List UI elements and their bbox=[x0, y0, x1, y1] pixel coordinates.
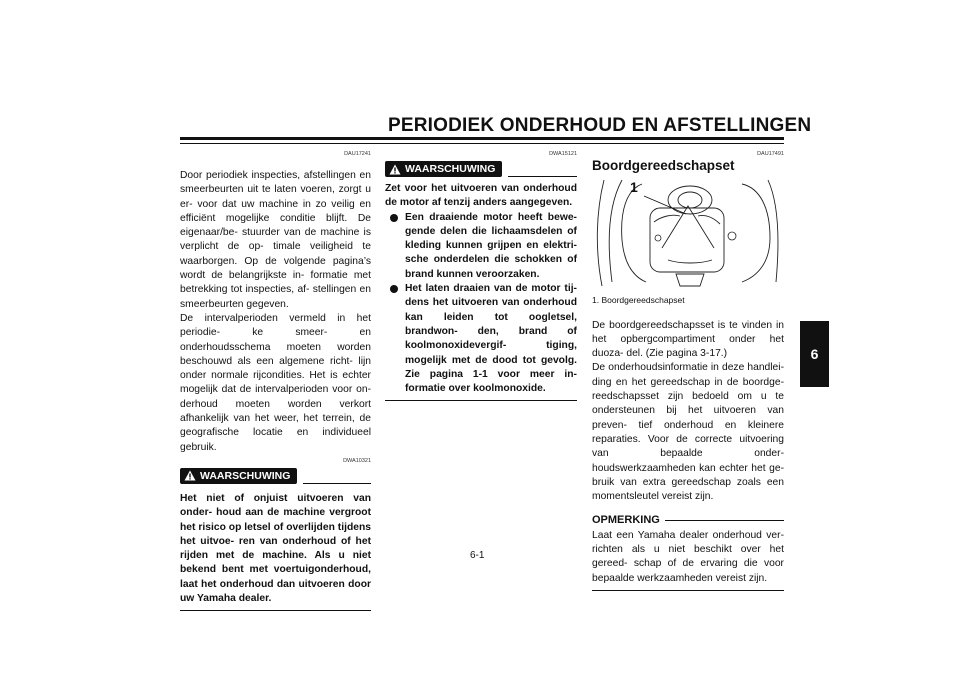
column-3 bbox=[592, 150, 784, 591]
warning-triangle-icon bbox=[389, 164, 401, 175]
section-code: DAU17491 bbox=[757, 151, 784, 157]
warning-header bbox=[385, 160, 577, 178]
purpose-paragraph: De onderhoudsinformatie in deze handlei- ding en het gereedschap in de boordge- reedschapsset zijn bedoeld om u te ondersteunen bij het uitvoeren van preven- tief onderhoud en kleinere reparaties. Voor de correcte uitvoering van bepaalde onder- houdswerkzaamheden kan echter het ge- bruik van extra gereedschap zoals een momentsleutel vereist zijn. bbox=[592, 362, 784, 503]
note-text: Laat een Yamaha dealer onderhoud ver- richten als u niet beschikt over het gereed- schap of de ervaring die voor bepaalde werkzaamheden vereist zijn. bbox=[592, 529, 784, 584]
warning-label: WAARSCHUWING bbox=[200, 469, 291, 482]
intro-paragraph: Door periodiek inspecties, afstellingen en smeerbeurten uit te laten voeren, zorgt u er- voor dat uw machine in zo veilig en efficiënt mogelijke conditie blijft. De eigenaar/be- stuurder van de machine is verplicht de op- timale veiligheid te waarborgen. Op de volgende pagina’s wordt de belangrijkste in- formatie met betrekking tot inspecties, af- stellingen en smeerbeurten gegeven. bbox=[180, 170, 371, 310]
note-end-rule bbox=[592, 590, 784, 591]
location-paragraph: De boordgereedschapsset is te vinden in het opbergcompartiment onder het duoza- del. (Zie pagina 3-17.) bbox=[592, 319, 784, 360]
warning-text: Het niet of onjuist uitvoeren van onder- houd aan de machine vergroot het risico op letsel of overlijden tijdens het uitvoe- ren van onderhoud of het rijden met de machine. Als u niet bekend bent met voertuigonderhoud, laat het onderhoud dan uitvoeren door uw Yamaha dealer. bbox=[180, 492, 371, 605]
warning-label: WAARSCHUWING bbox=[405, 162, 496, 175]
note-header bbox=[592, 513, 784, 527]
chapter-tab: 6 bbox=[800, 321, 829, 387]
figure-caption: 1. Boordgereedschapset bbox=[592, 295, 685, 306]
section-code: DAU17241 bbox=[344, 151, 371, 157]
warning-triangle-icon bbox=[184, 470, 196, 481]
bullet-icon bbox=[390, 214, 398, 222]
list-item: Een draaiende motor heeft bewe- gende delen die lichaamsdelen of kleding kunnen grijpen en elektri- sche onderdelen die schokken of brand kunnen veroorzaken. bbox=[405, 211, 577, 282]
bullet-icon bbox=[390, 285, 398, 293]
column-2 bbox=[385, 150, 577, 401]
warning-end-rule bbox=[385, 400, 577, 401]
warning-code: DWA10321 bbox=[343, 457, 371, 464]
column-1 bbox=[180, 150, 371, 611]
title-rule-thick bbox=[180, 137, 784, 140]
page-number: 6-1 bbox=[470, 550, 485, 561]
warning-list bbox=[385, 211, 577, 397]
section-heading: Boordgereedschapset bbox=[592, 158, 735, 173]
page-title: PERIODIEK ONDERHOUD EN AFSTELLINGEN bbox=[388, 115, 812, 136]
toolkit-illustration bbox=[592, 178, 786, 288]
warning-badge bbox=[385, 161, 502, 177]
warning-intro: Zet voor het uitvoeren van onderhoud de motor af tenzij anders aangegeven. bbox=[385, 183, 577, 209]
warning-code: DWA15121 bbox=[549, 151, 577, 157]
list-item: Het laten draaien van de motor tij- dens het uitvoeren van onderhoud kan leiden tot oogletsel, brandwon- den, brand of koolmonoxidevergif- tiging, mogelijk met de dood tot gevolg. Zie pagina 1-1 voor meer in- formatie over koolmonoxide. bbox=[405, 282, 577, 396]
figure-callout-number: 1 bbox=[630, 179, 638, 196]
note-label: OPMERKING bbox=[592, 514, 660, 527]
toolkit-figure bbox=[592, 178, 786, 288]
interval-paragraph: De intervalperioden vermeld in het periodie- ke smeer- en onderhoudsschema moeten worden beschouwd als een algemene richt- lijn onder normale rijcondities. Het is echter mogelijk dat de intervalperioden voor on- derhoud moeten worden verkort afhankelijk van het weer, het terrein, de geografische locatie en individueel gebruik. bbox=[180, 312, 371, 453]
warning-badge bbox=[180, 468, 297, 484]
title-rule-thin bbox=[180, 143, 784, 144]
warning-header bbox=[180, 467, 371, 485]
warning-end-rule bbox=[180, 610, 371, 611]
